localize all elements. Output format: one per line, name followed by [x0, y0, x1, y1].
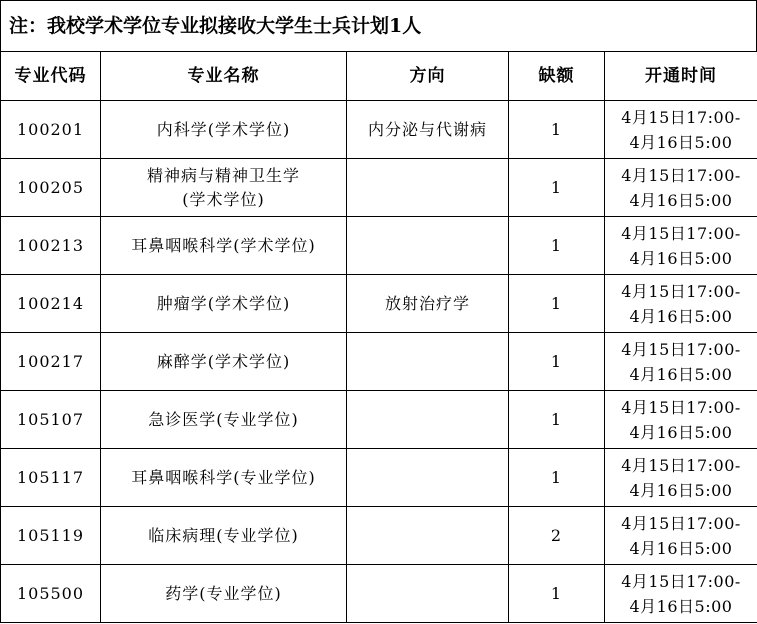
cell-code	[1, 507, 101, 565]
table-row	[1, 449, 757, 507]
cell-time-line: 4月15日17:00-	[621, 281, 741, 301]
cell-code-line: 100205	[16, 177, 85, 197]
cell-name-line: (学术学位)	[182, 189, 265, 209]
cell-quota-line: 1	[550, 177, 563, 197]
cell-name-line: 内科学(学术学位)	[156, 119, 291, 139]
cell-time-line: 4月15日17:00-	[621, 165, 741, 185]
cell-quota	[509, 159, 605, 217]
cell-code	[1, 449, 101, 507]
cell-time	[605, 333, 757, 391]
cell-time-line: 4月16日5:00	[629, 132, 733, 152]
cell-quota	[509, 333, 605, 391]
cell-code	[1, 159, 101, 217]
cell-name-line: 精神病与精神卫生学	[146, 165, 300, 185]
cell-quota-line: 1	[550, 409, 563, 429]
cell-quota	[509, 391, 605, 449]
cell-name-line: 麻醉学(学术学位)	[156, 351, 291, 371]
cell-time-line: 4月15日17:00-	[621, 513, 741, 533]
table-row	[1, 275, 757, 333]
cell-time-line: 4月16日5:00	[629, 364, 733, 384]
cell-name	[101, 565, 347, 623]
cell-quota-line: 1	[550, 235, 563, 255]
cell-quota-line: 1	[550, 583, 563, 603]
cell-time-line: 4月16日5:00	[629, 248, 733, 268]
cell-name	[101, 275, 347, 333]
cell-time	[605, 507, 757, 565]
cell-direction	[347, 101, 509, 159]
cell-quota-line: 1	[550, 119, 563, 139]
cell-name	[101, 101, 347, 159]
header-time: 开通时间	[605, 52, 757, 101]
cell-code-line: 105117	[16, 467, 85, 487]
cell-time-line: 4月15日17:00-	[621, 397, 741, 417]
table-row	[1, 217, 757, 275]
cell-direction	[347, 449, 509, 507]
cell-time	[605, 217, 757, 275]
cell-quota-line: 1	[550, 467, 563, 487]
cell-time-line: 4月15日17:00-	[621, 223, 741, 243]
cell-quota	[509, 565, 605, 623]
cell-code-line: 100201	[16, 119, 85, 139]
header-name: 专业名称	[101, 52, 347, 101]
cell-quota	[509, 449, 605, 507]
cell-code	[1, 101, 101, 159]
cell-quota	[509, 507, 605, 565]
table-row	[1, 333, 757, 391]
cell-time-line: 4月16日5:00	[629, 190, 733, 210]
note-text: 注：我校学术学位专业拟接收大学生士兵计划1人	[9, 15, 422, 37]
cell-time	[605, 101, 757, 159]
cell-name-line: 药学(专业学位)	[165, 583, 282, 603]
cell-quota-line: 2	[550, 525, 563, 545]
cell-code-line: 100214	[16, 293, 85, 313]
cell-direction-line: 内分泌与代谢病	[367, 119, 487, 139]
cell-name-line: 肿瘤学(学术学位)	[156, 293, 291, 313]
cell-quota	[509, 101, 605, 159]
cell-direction	[347, 159, 509, 217]
header-row	[1, 52, 757, 101]
table-row	[1, 391, 757, 449]
cell-time	[605, 275, 757, 333]
cell-time-line: 4月15日17:00-	[621, 455, 741, 475]
cell-code	[1, 391, 101, 449]
cell-direction-line: 放射治疗学	[384, 293, 470, 313]
cell-code	[1, 275, 101, 333]
header-direction: 方向	[347, 52, 509, 101]
cell-name	[101, 449, 347, 507]
cell-time	[605, 391, 757, 449]
table-row	[1, 101, 757, 159]
cell-name	[101, 159, 347, 217]
cell-code-line: 105500	[16, 583, 85, 603]
cell-time-line: 4月16日5:00	[629, 596, 733, 616]
cell-quota	[509, 217, 605, 275]
cell-time-line: 4月16日5:00	[629, 422, 733, 442]
cell-quota	[509, 275, 605, 333]
cell-time-line: 4月16日5:00	[629, 538, 733, 558]
cell-name-line: 临床病理(专业学位)	[148, 525, 299, 545]
cell-name-line: 急诊医学(专业学位)	[148, 409, 299, 429]
cell-code	[1, 333, 101, 391]
cell-time-line: 4月15日17:00-	[621, 571, 741, 591]
cell-direction	[347, 565, 509, 623]
table-row	[1, 565, 757, 623]
table-row	[1, 159, 757, 217]
cell-time-line: 4月15日17:00-	[621, 339, 741, 359]
cell-code	[1, 217, 101, 275]
note-banner	[0, 0, 757, 52]
major-table	[0, 51, 757, 623]
cell-name-line: 耳鼻咽喉科学(学术学位)	[131, 235, 316, 255]
cell-direction	[347, 275, 509, 333]
cell-direction	[347, 217, 509, 275]
cell-direction	[347, 333, 509, 391]
cell-quota-line: 1	[550, 351, 563, 371]
cell-time-line: 4月16日5:00	[629, 480, 733, 500]
cell-direction	[347, 507, 509, 565]
cell-quota-line: 1	[550, 293, 563, 313]
header-code: 专业代码	[1, 52, 101, 101]
cell-name	[101, 333, 347, 391]
cell-time	[605, 565, 757, 623]
cell-code-line: 105119	[16, 525, 85, 545]
cell-code-line: 100213	[16, 235, 85, 255]
cell-code-line: 105107	[16, 409, 85, 429]
cell-name-line: 耳鼻咽喉科学(专业学位)	[131, 467, 316, 487]
cell-time	[605, 159, 757, 217]
header-quota: 缺额	[509, 52, 605, 101]
cell-name	[101, 391, 347, 449]
cell-time-line: 4月15日17:00-	[621, 107, 741, 127]
table-row	[1, 507, 757, 565]
cell-code	[1, 565, 101, 623]
cell-code-line: 100217	[16, 351, 85, 371]
cell-name	[101, 217, 347, 275]
cell-direction	[347, 391, 509, 449]
cell-time-line: 4月16日5:00	[629, 306, 733, 326]
cell-name	[101, 507, 347, 565]
cell-time	[605, 449, 757, 507]
